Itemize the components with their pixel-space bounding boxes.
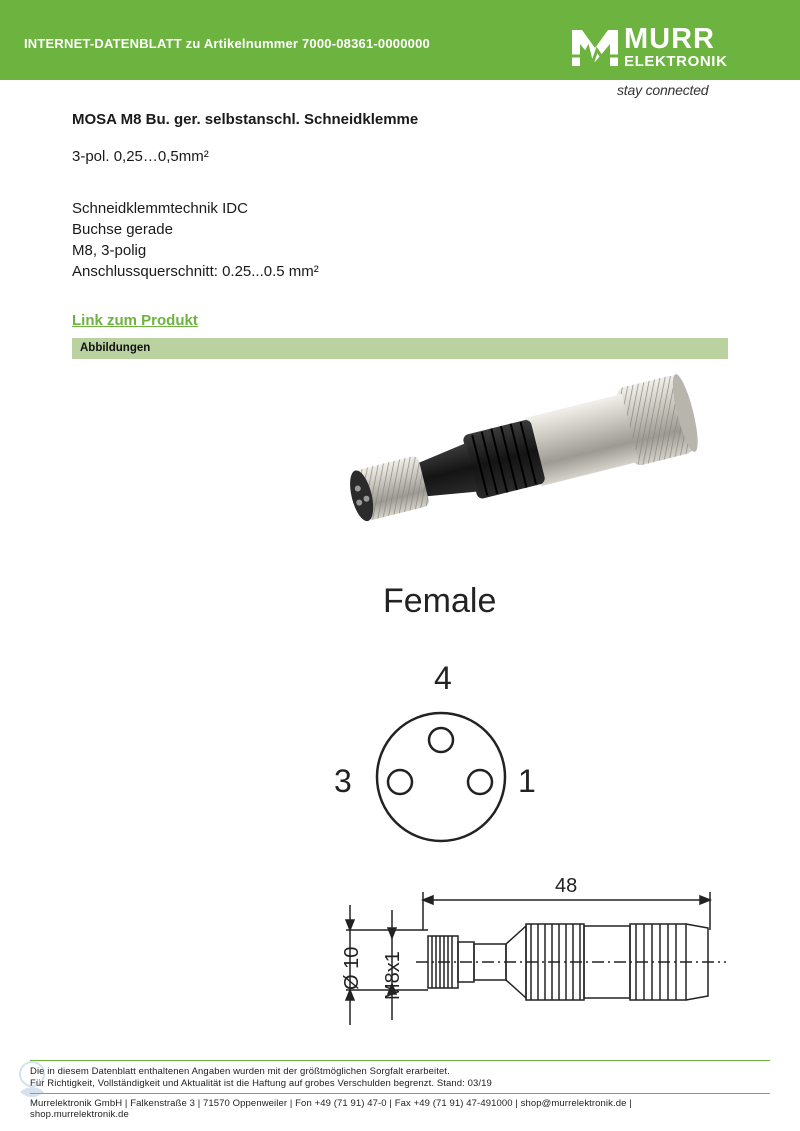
murr-logo-mark-icon	[570, 26, 620, 72]
footer-contact-2[interactable]: shop.murrelektronik.de	[30, 1109, 129, 1120]
pin-layout-diagram	[320, 655, 560, 845]
logo-text-elektronik: ELEKTRONIK	[624, 53, 728, 70]
pin-number-1: 1	[518, 763, 536, 799]
tagline: stay connected	[617, 82, 709, 98]
section-label: Abbildungen	[80, 342, 151, 354]
description-line: Buchse gerade	[72, 221, 173, 238]
section-header-abbildungen	[72, 338, 728, 359]
description-line: M8, 3-polig	[72, 242, 147, 259]
pin-number-4: 4	[434, 660, 452, 696]
pin-number-3: 3	[334, 763, 352, 799]
product-link[interactable]: Link zum Produkt	[72, 312, 198, 329]
murr-logo[interactable]	[566, 24, 766, 80]
description-line: Schneidklemmtechnik IDC	[72, 200, 248, 217]
product-description	[72, 198, 319, 282]
product-photo	[330, 360, 730, 560]
footer-divider	[30, 1060, 770, 1061]
description-line: Anschlussquerschnitt: 0.25...0.5 mm²	[72, 263, 319, 280]
logo-text-murr: MURR	[624, 23, 715, 55]
watermark-icon	[10, 1052, 70, 1112]
footer-contact-1: Murrelektronik GmbH | Falkenstraße 3 | 71570 Oppenweiler | Fon +49 (71 91) 47-0 | Fax +49 (71 91) 47-491000 | shop@murrelektronik.de |	[30, 1098, 632, 1109]
dimension-length: 48	[555, 875, 578, 897]
footer-disclaimer-1: Die in diesem Datenblatt enthaltenen Angaben wurden mit der größtmöglichen Sorgfalt erarbeitet.	[30, 1066, 450, 1077]
dimension-diameter: Ø 10	[341, 946, 363, 990]
footer-disclaimer-2: Für Richtigkeit, Vollständigkeit und Aktualität ist die Haftung auf grobes Verschulden begrenzt. Stand: 03/19	[30, 1078, 492, 1089]
footer-divider	[30, 1093, 770, 1094]
product-title: MOSA M8 Bu. ger. selbstanschl. Schneidklemme	[72, 111, 419, 128]
product-subtitle: 3-pol. 0,25…0,5mm²	[72, 148, 209, 165]
dimension-thread: M8x1	[382, 951, 404, 1000]
female-label: Female	[383, 582, 497, 620]
header-bar	[0, 0, 800, 80]
datasheet-title: INTERNET-DATENBLATT zu Artikelnummer 7000-08361-0000000	[24, 36, 430, 51]
